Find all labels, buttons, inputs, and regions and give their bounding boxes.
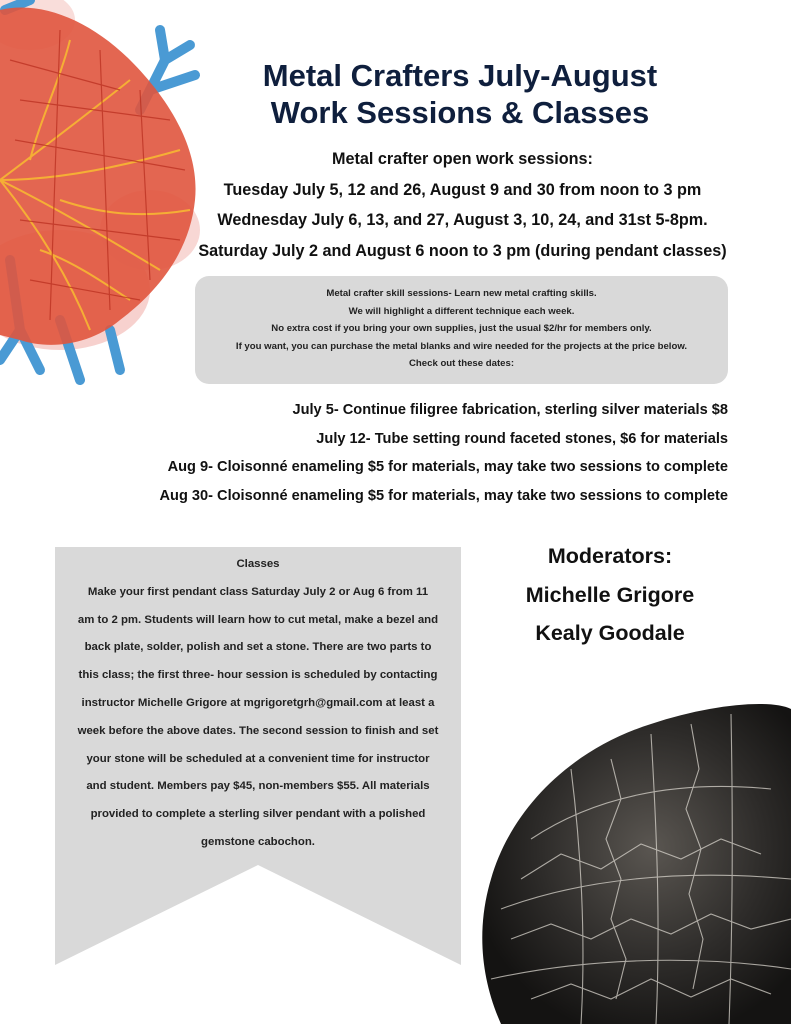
page-title [200,57,720,131]
classes-line: and student. Members pay $45, non-members $55. All materials [86,780,430,793]
skill-line: No extra cost if you bring your own supplies, just the usual $2/hr for members only. [271,323,652,335]
skill-dates-list [159,396,728,510]
title-line-1: Metal Crafters July-August [262,58,658,93]
skill-date-item: July 12- Tube setting round faceted stones, $6 for materials [316,430,728,447]
skill-line: Metal crafter skill sessions- Learn new metal crafting skills. [326,288,597,299]
moderators-heading: Moderators: [547,544,673,568]
classes-section [58,551,458,857]
open-sessions-section [190,146,735,268]
moderators-section [505,537,715,653]
classes-line: Make your first pendant class Saturday July 2 or Aug 6 from 11 [87,585,429,598]
skill-date-item: Aug 30- Cloisonné enameling $5 for materials, may take two sessions to complete [159,487,728,504]
skill-line: We will highlight a different technique each week. [348,305,575,317]
open-sessions-heading: Metal crafter open work sessions: [332,150,593,168]
title-line-2: Work Sessions & Classes [270,95,650,130]
skill-sessions-box [195,276,728,384]
classes-line: instructor Michelle Grigore at mgrigoretgrh@gmail.com at least a [81,696,435,709]
moderator-name: Kealy Goodale [535,621,685,645]
classes-line: week before the above dates. The second session to finish and set [77,724,439,737]
coral-image [0,0,215,400]
seed-pod-image [471,679,791,1024]
open-session-line: Tuesday July 5, 12 and 26, August 9 and 30 from noon to 3 pm [223,180,702,199]
open-session-line: Wednesday July 6, 13, and 27, August 3, 10, 24, and 31st 5-8pm. [217,211,708,229]
open-session-line: Saturday July 2 and August 6 noon to 3 pm (during pendant classes) [198,241,727,260]
classes-line: your stone will be scheduled at a convenient time for instructor [86,752,430,765]
skill-date-item: July 5- Continue filigree fabrication, sterling silver materials $8 [292,402,728,418]
skill-date-item: Aug 9- Cloisonné enameling $5 for materials, may take two sessions to complete [167,459,728,475]
moderator-name: Michelle Grigore [525,582,695,607]
classes-line: this class; the first three- hour session is scheduled by contacting [78,669,438,682]
classes-line: provided to complete a sterling silver pendant with a polished [90,808,426,821]
classes-line: back plate, solder, polish and set a stone. There are two parts to [84,641,432,654]
skill-line: If you want, you can purchase the metal blanks and wire needed for the projects at the price below. [235,340,688,352]
classes-heading: Classes [236,558,280,570]
skill-line: Check out these dates: [408,358,515,370]
classes-line: am to 2 pm. Students will learn how to cut metal, make a bezel and [77,613,439,626]
classes-line: gemstone cabochon. [201,835,315,848]
